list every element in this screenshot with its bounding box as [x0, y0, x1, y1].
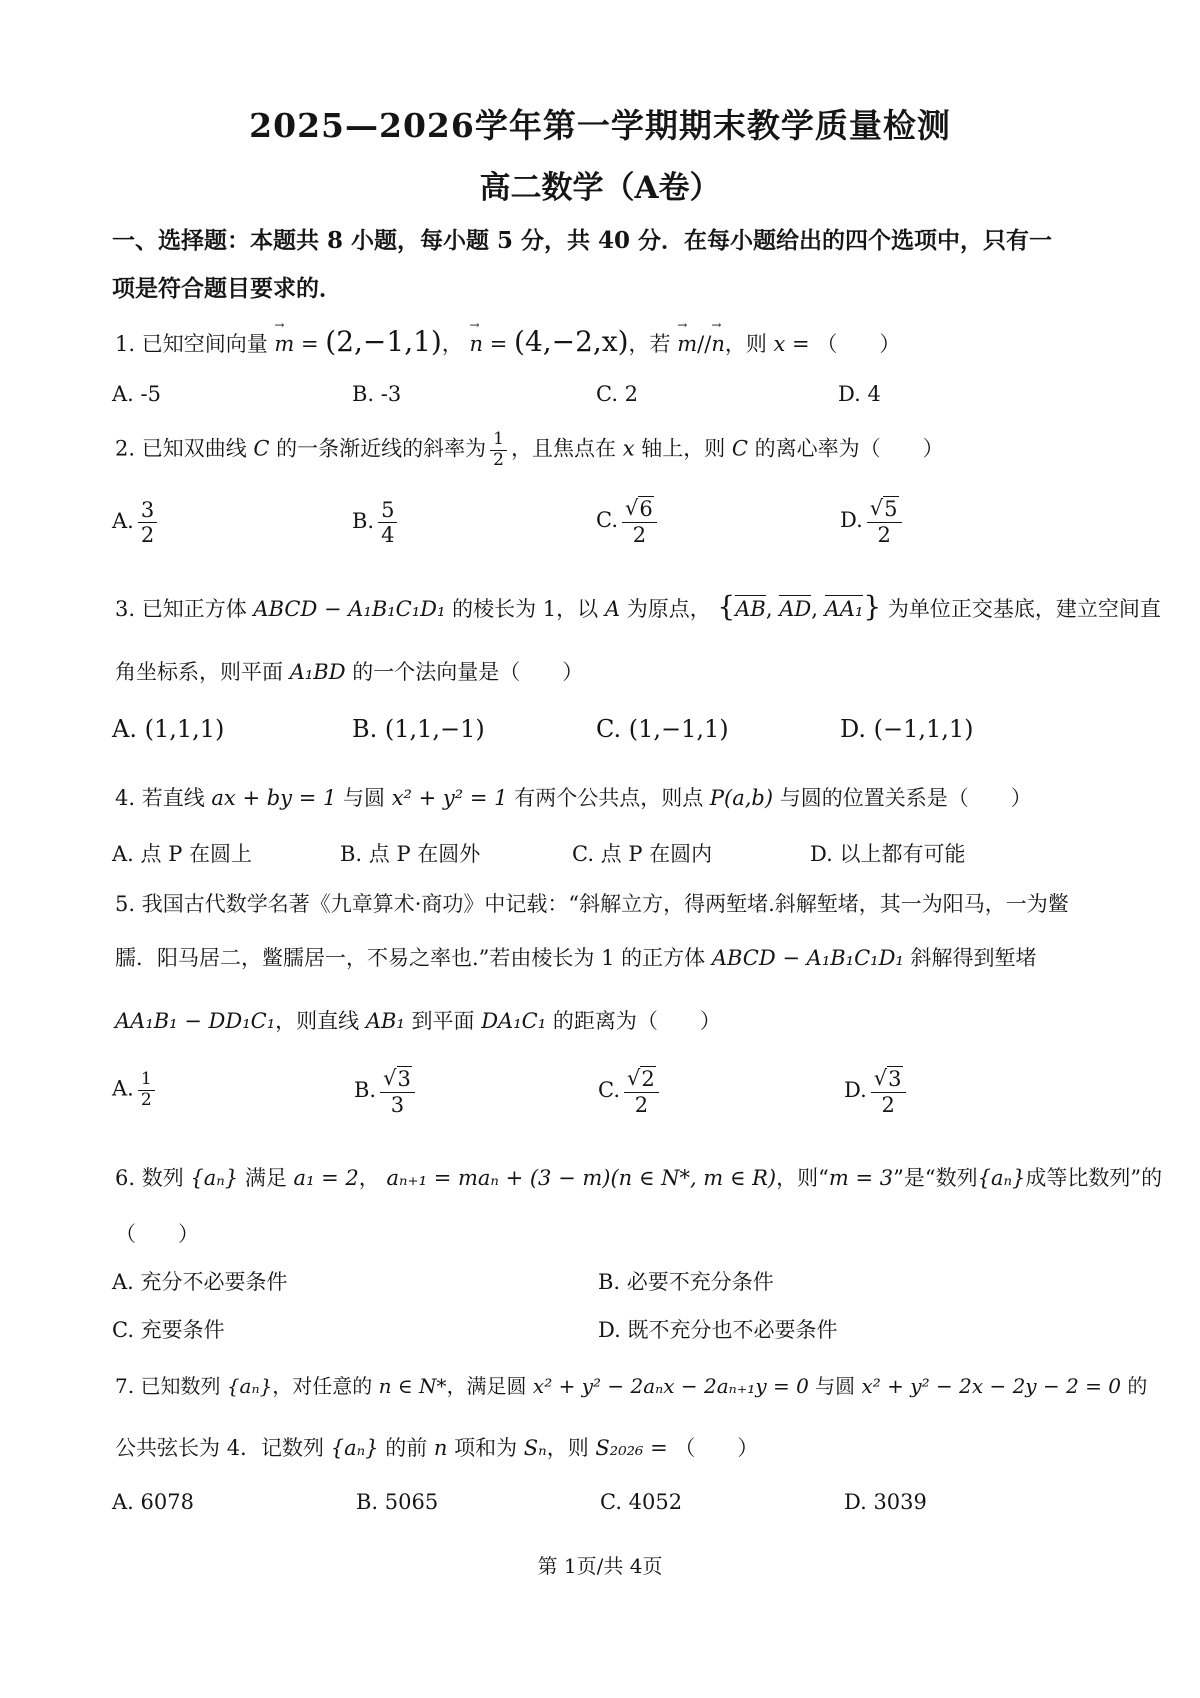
- exam-title: 2025—2026学年第一学期期末教学质量检测: [249, 106, 951, 145]
- question-6: 6. 数列 {aₙ} 满足 a₁ = 2， aₙ₊₁ = maₙ + (3 − m)(n ∈ N*, m ∈ R)，则“m = 3”是“数列{aₙ}成等比数列”的: [115, 1166, 1163, 1190]
- question-5-line2: 臑．阳马居二，鳖臑居一，不易之率也.”若由棱长为 1 的正方体 ABCD − A₁B₁C₁D₁ 斜解得到堑堵: [115, 946, 1037, 970]
- vector-n: → n: [470, 332, 484, 356]
- q1-option-a[interactable]: A. -5: [112, 382, 161, 406]
- q3-option-b[interactable]: B. (1,1,−1): [352, 715, 485, 743]
- point-p: P(a,b): [709, 786, 774, 810]
- question-5-line3: AA₁B₁ − DD₁C₁，则直线 AB₁ 到平面 DA₁C₁ 的距离为（ ）: [115, 1009, 721, 1033]
- question-5: 5. 我国古代数学名著《九章算术·商功》中记载：“斜解立方，得两堑堵.斜解堑堵，其一为阳马，一为鳖: [115, 892, 1069, 916]
- q4-option-b[interactable]: B. 点 P 在圆外: [340, 842, 481, 866]
- recurrence: aₙ₊₁ = maₙ + (3 − m)(n ∈ N*, m ∈ R): [386, 1166, 777, 1190]
- q5-option-d[interactable]: D. √ 3 2: [844, 1066, 910, 1117]
- q3-option-c[interactable]: C. (1,−1,1): [596, 715, 729, 743]
- q7-option-b[interactable]: B. 5065: [356, 1490, 439, 1514]
- question-1: 1. 已知空间向量 → m = (2,−1,1)， → n = (4,−2,x)，若 → m//→ n，则 x = （ ）: [115, 325, 900, 358]
- section-heading-continued: 项是符合题目要求的．: [112, 275, 342, 302]
- q3-option-a[interactable]: A. (1,1,1): [112, 715, 225, 743]
- q5-option-b[interactable]: B. √ 3 3: [354, 1066, 419, 1117]
- q1-option-c[interactable]: C. 2: [596, 382, 639, 406]
- page-footer: 第 1页/共 4页: [537, 1554, 663, 1578]
- q2-option-c[interactable]: C. √ 6 2: [596, 496, 661, 547]
- section-heading: 一、选择题：本题共 8 小题，每小题 5 分，共 40 分．在每小题给出的四个选项中，只有一: [112, 227, 1053, 254]
- q3-option-d[interactable]: D. (−1,1,1): [840, 715, 974, 743]
- q2-option-a[interactable]: A. $\frac{3}{2}$: [112, 498, 161, 547]
- cube-name: ABCD − A₁B₁C₁D₁: [253, 597, 446, 621]
- question-7-line2: 公共弦长为 4．记数列 {aₙ} 的前 n 项和为 Sₙ，则 S₂₀₂₆ = （ ）: [115, 1436, 759, 1460]
- q6-option-c[interactable]: C. 充要条件: [112, 1318, 225, 1342]
- q2-option-d[interactable]: D. √ 5 2: [840, 496, 906, 547]
- question-3: 3. 已知正方体 ABCD − A₁B₁C₁D₁ 的棱长为 1，以 A 为原点， {AB, AD, AA₁} 为单位正交基底，建立空间直: [115, 590, 1161, 623]
- q7-option-c[interactable]: C. 4052: [600, 1490, 683, 1514]
- vector-ad: AD: [779, 597, 812, 621]
- q1-option-b[interactable]: B. -3: [352, 382, 402, 406]
- question-7: 7. 已知数列 {aₙ}，对任意的 n ∈ N*，满足圆 x² + y² − 2aₙx − 2aₙ₊₁y = 0 与圆 x² + y² − 2x − 2y − 2 = 0 的: [115, 1374, 1148, 1398]
- q5-option-c[interactable]: C. √ 2 2: [598, 1066, 663, 1117]
- line-equation: ax + by = 1: [211, 786, 337, 810]
- q6-option-d[interactable]: D. 既不充分也不必要条件: [598, 1318, 838, 1342]
- vector-m: → m: [274, 332, 294, 356]
- vector-ab: AB: [735, 597, 766, 621]
- q2-slope-fraction: $\frac{1}{2}$: [490, 430, 507, 470]
- circle-2-equation: x² + y² − 2x − 2y − 2 = 0: [861, 1374, 1121, 1398]
- question-3-continued: 角坐标系，则平面 A₁BD 的一个法向量是（ ）: [115, 660, 584, 684]
- q5-option-a[interactable]: A. $\frac{1}{2}$: [112, 1070, 159, 1110]
- question-4: 4. 若直线 ax + by = 1 与圆 x² + y² = 1 有两个公共点，则点 P(a,b) 与圆的位置关系是（ ）: [115, 786, 1032, 810]
- question-6-blank: （ ）: [115, 1222, 199, 1246]
- q7-option-d[interactable]: D. 3039: [844, 1490, 927, 1514]
- q2-option-b[interactable]: B. $\frac{5}{4}$: [352, 498, 401, 547]
- q6-option-b[interactable]: B. 必要不充分条件: [598, 1270, 774, 1294]
- question-2: 2. 已知双曲线 C 的一条渐近线的斜率为 $\frac{1}{2}$ ，且焦点在 x 轴上，则 C 的离心率为（ ）: [115, 429, 944, 470]
- vector-aa1: AA₁: [824, 597, 864, 621]
- circle-1-equation: x² + y² − 2aₙx − 2aₙ₊₁y = 0: [532, 1374, 809, 1398]
- q1-n-value: (4,−2,x): [514, 325, 629, 358]
- exam-subtitle: 高二数学（A卷）: [479, 170, 721, 206]
- q4-option-a[interactable]: A. 点 P 在圆上: [112, 842, 252, 866]
- q1-m-value: (2,−1,1): [325, 325, 442, 358]
- q1-text: 1. 已知空间向量: [115, 332, 268, 356]
- q6-option-a[interactable]: A. 充分不必要条件: [112, 1270, 288, 1294]
- q1-option-d[interactable]: D. 4: [838, 382, 881, 406]
- circle-equation: x² + y² = 1: [391, 786, 508, 810]
- q4-option-d[interactable]: D. 以上都有可能: [810, 842, 966, 866]
- q4-option-c[interactable]: C. 点 P 在圆内: [572, 842, 713, 866]
- q7-option-a[interactable]: A. 6078: [112, 1490, 194, 1514]
